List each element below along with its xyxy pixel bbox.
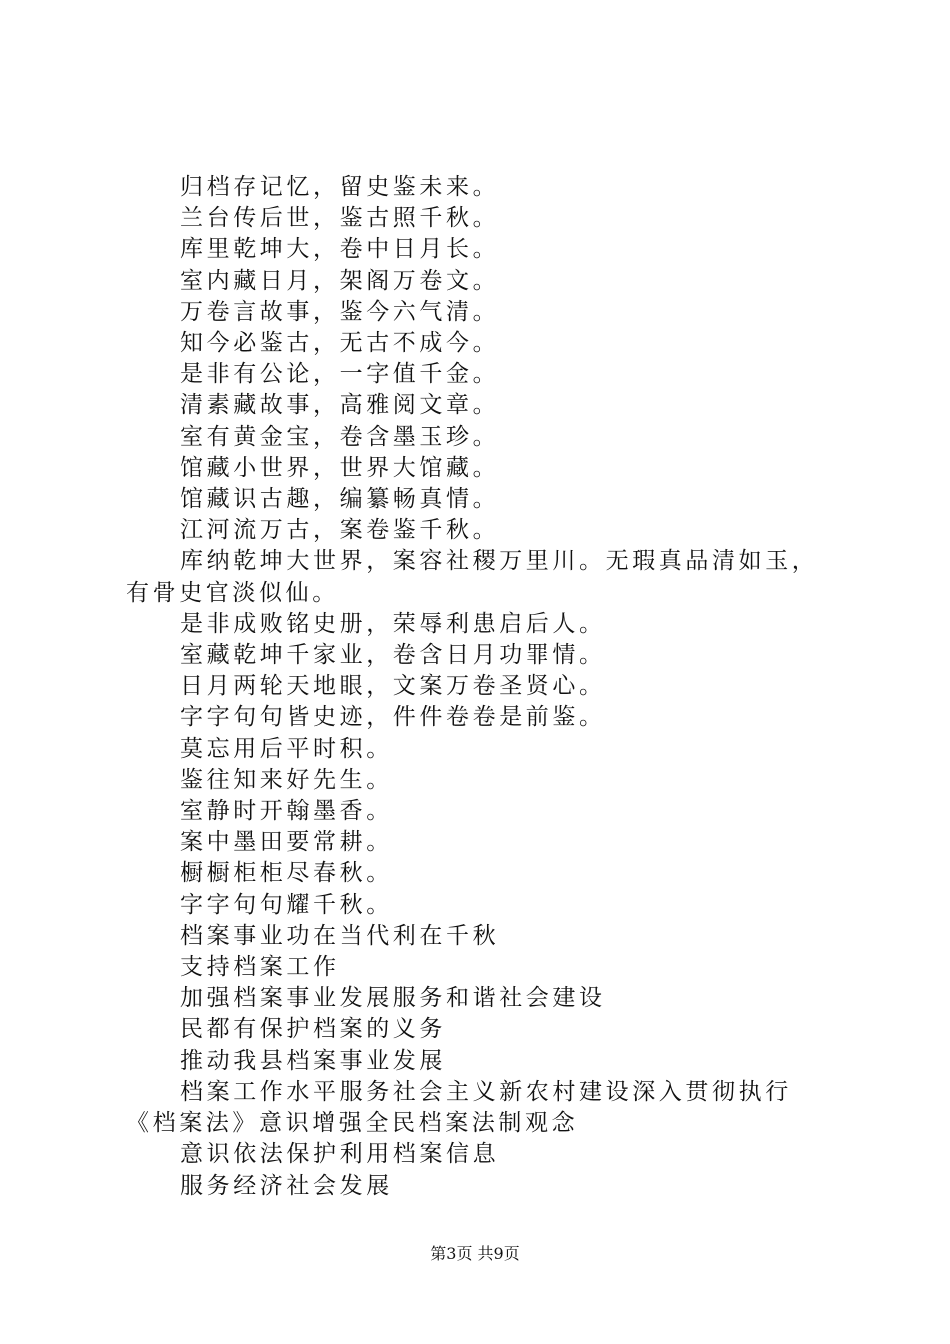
- paragraph: 馆藏识古趣，编纂畅真情。: [180, 486, 500, 513]
- paragraph: 兰台传后世，鉴古照千秋。: [180, 205, 500, 232]
- paragraph: 字字句句耀千秋。: [180, 891, 393, 918]
- document-body: [126, 172, 838, 1202]
- paragraph: 支持档案工作: [180, 954, 340, 981]
- paragraph: 知今必鉴古，无古不成今。: [180, 330, 500, 357]
- paragraph: 莫忘用后平时积。: [180, 735, 393, 762]
- paragraph: 清素藏故事，高雅阅文章。: [180, 392, 500, 419]
- paragraph: 室藏乾坤千家业，卷含日月功罪情。: [180, 642, 606, 669]
- paragraph: 是非成败铭史册，荣辱利患启后人。: [180, 610, 606, 637]
- paragraph: 馆藏小世界，世界大馆藏。: [180, 454, 500, 481]
- paragraph: 意识依法保护利用档案信息: [180, 1141, 500, 1168]
- paragraph: 江河流万古，案卷鉴千秋。: [180, 517, 500, 544]
- paragraph: 库纳乾坤大世界，案容社稷万里川。无瑕真品清如玉，有骨史官淡似仙。: [126, 548, 819, 606]
- paragraph: 档案事业功在当代利在千秋: [180, 922, 500, 949]
- paragraph: 鉴往知来好先生。: [180, 766, 393, 793]
- paragraph: 归档存记忆，留史鉴未来。: [180, 174, 500, 200]
- paragraph: 万卷言故事，鉴今六气清。: [180, 298, 500, 325]
- paragraph: 服务经济社会发展: [180, 1172, 393, 1199]
- paragraph: 室静时开翰墨香。: [180, 798, 393, 825]
- paragraph: 室有黄金宝，卷含墨玉珍。: [180, 423, 500, 450]
- paragraph: 字字句句皆史迹，件件卷卷是前鉴。: [180, 704, 606, 731]
- paragraph: 库里乾坤大，卷中日月长。: [180, 236, 500, 263]
- paragraph: 室内藏日月，架阁万卷文。: [180, 267, 500, 294]
- page-number-footer: 第3页 共9页: [430, 1244, 520, 1263]
- paragraph: 民都有保护档案的义务: [180, 1016, 446, 1043]
- paragraph: 橱橱柜柜尽春秋。: [180, 860, 393, 887]
- paragraph: 加强档案事业发展服务和谐社会建设: [180, 985, 606, 1012]
- paragraph: 是非有公论，一字值千金。: [180, 361, 500, 388]
- paragraph: 档案工作水平服务社会主义新农村建设深入贯彻执行《档案法》意识增强全民档案法制观念: [126, 1078, 792, 1137]
- paragraph: 推动我县档案事业发展: [180, 1047, 446, 1074]
- paragraph: 日月两轮天地眼，文案万卷圣贤心。: [180, 673, 606, 700]
- paragraph: 案中墨田要常耕。: [180, 829, 393, 856]
